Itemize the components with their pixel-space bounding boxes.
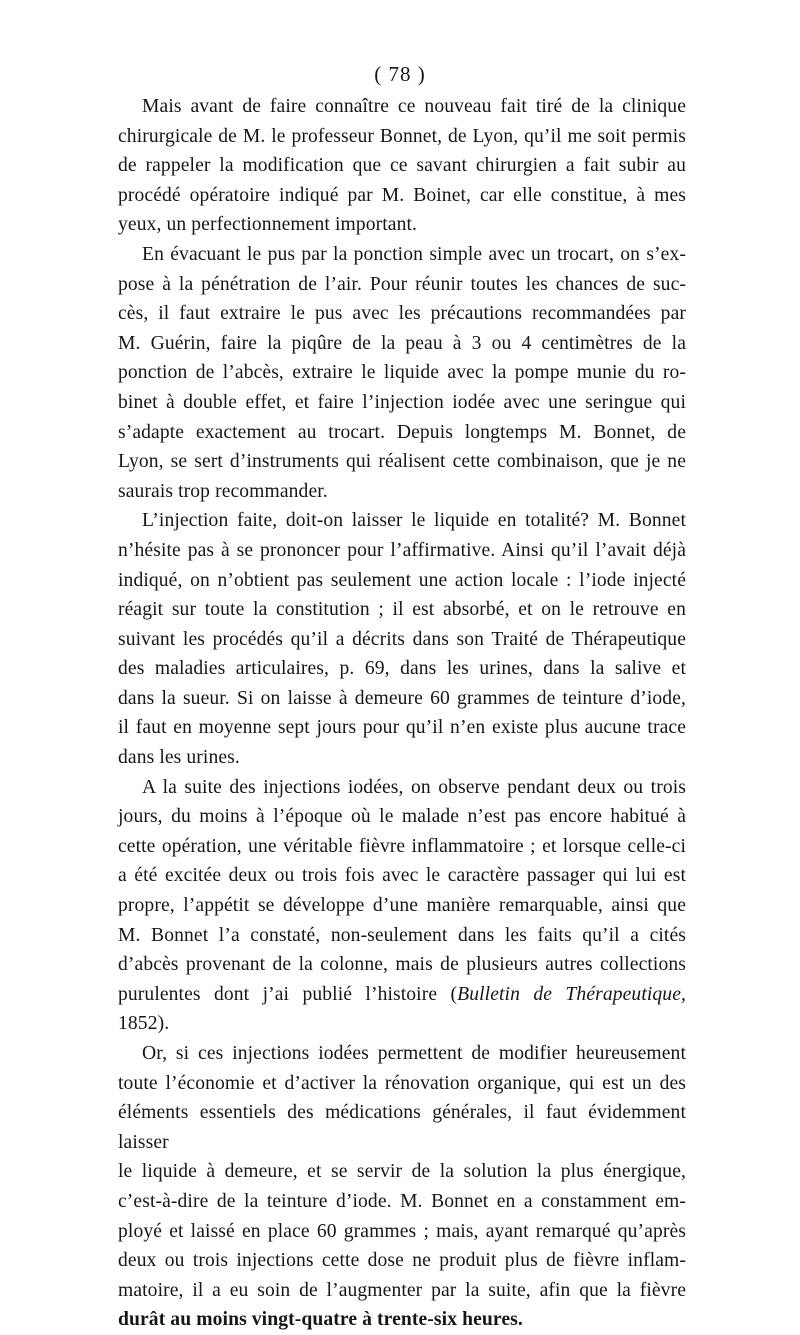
- page-number: ( 78 ): [374, 62, 426, 86]
- text-line: [118, 181, 686, 211]
- text-line: [118, 773, 686, 803]
- text-line: [118, 447, 686, 477]
- text-line-content: chirurgicale de M. le professeur Bonnet, de Lyon, qu’il me soit permis: [118, 125, 686, 147]
- paragraph-text: [118, 92, 686, 1335]
- text-line-content: propre, l’appétit se développe d’une manière remarquable, ainsi que: [118, 895, 686, 917]
- italic-citation: Bulletin de Thérapeutique,: [457, 983, 687, 1005]
- text-line: [118, 388, 686, 418]
- text-line: [118, 566, 686, 596]
- text-line-content: cès, il faut extraire le pus avec les précautions recommandées par: [118, 303, 686, 325]
- text-line: [118, 299, 686, 329]
- text-line-content: 1852).: [118, 1013, 170, 1035]
- text-line-content: L’injection faite, doit-on laisser le liquide en totalité? M. Bonnet: [142, 510, 686, 532]
- text-line-content: matoire, il a eu soin de l’augmenter par la suite, afin que la fièvre: [118, 1279, 686, 1301]
- text-line: [118, 1305, 686, 1335]
- text-line-content: pose à la pénétration de l’air. Pour réunir toutes les chances de suc-: [118, 273, 686, 295]
- text-line: [118, 743, 686, 773]
- text-line: [118, 1157, 686, 1187]
- text-line: [118, 1246, 686, 1276]
- text-line-content: le liquide à demeure, et se servir de la solution la plus énergique,: [118, 1161, 686, 1183]
- text-line-content: Mais avant de faire connaître ce nouveau fait tiré de la clinique: [142, 96, 686, 117]
- text-line: [118, 625, 686, 655]
- text-line: [118, 861, 686, 891]
- text-line: [118, 477, 686, 507]
- text-line-content: saurais trop recommander.: [118, 480, 328, 502]
- text-line-content: toute l’économie et d’activer la rénovation organique, qui est un des: [118, 1072, 686, 1094]
- text-line-content: d’abcès provenant de la colonne, mais de plusieurs autres collections: [118, 954, 686, 976]
- text-line: [118, 1069, 686, 1099]
- text-line-content: M. Bonnet l’a constaté, non-seulement dans les faits qu’il a cités: [118, 924, 686, 946]
- text-line-content: deux ou trois injections cette dose ne produit plus de fièvre inflam-: [118, 1250, 686, 1272]
- text-line: [118, 1217, 686, 1247]
- text-line-content: jours, du moins à l’époque où le malade n’est pas encore habitué à: [118, 806, 686, 828]
- text-line: [118, 1039, 686, 1069]
- text-line: [118, 832, 686, 862]
- text-line-content: réagit sur toute la constitution ; il est absorbé, et on le retrouve en: [118, 599, 686, 621]
- text-line-content: de rappeler la modification que ce savant chirurgien a fait subir au: [118, 155, 686, 177]
- text-line-content: c’est-à-dire de la teinture d’iode. M. Bonnet en a constamment em-: [118, 1190, 686, 1212]
- text-line: [118, 122, 686, 152]
- text-line-content: suivant les procédés qu’il a décrits dans son Traité de Thérapeutique: [118, 628, 686, 650]
- text-line-content: ponction de l’abcès, extraire le liquide avec la pompe munie du ro-: [118, 362, 686, 384]
- text-line: [118, 684, 686, 714]
- text-line: [118, 506, 686, 536]
- text-line: [118, 950, 686, 980]
- text-line: [118, 270, 686, 300]
- text-line-content: éléments essentiels des médications générales, il faut évidemment laisser: [118, 1102, 686, 1153]
- text-line-content: cette opération, une véritable fièvre inflammatoire ; et lorsque celle-ci: [118, 835, 686, 857]
- text-line-content: procédé opératoire indiqué par M. Boinet, car elle constitue, à mes: [118, 184, 686, 206]
- text-line: [118, 1098, 686, 1157]
- text-line-content: binet à double effet, et faire l’injection iodée avec une seringue qui: [118, 391, 686, 413]
- text-line-content: s’adapte exactement au trocart. Depuis longtemps M. Bonnet, de: [118, 421, 686, 443]
- text-line: [118, 891, 686, 921]
- text-line: [118, 418, 686, 448]
- text-line: [118, 151, 686, 181]
- text-line-content: A la suite des injections iodées, on observe pendant deux ou trois: [142, 776, 686, 798]
- text-line-content: Lyon, se sert d’instruments qui réalisent cette combinaison, que je ne: [118, 451, 686, 473]
- text-line: [118, 240, 686, 270]
- text-line-content: durât au moins vingt-quatre à trente-six heures.: [118, 1309, 523, 1331]
- text-line: [118, 595, 686, 625]
- text-line-content: n’hésite pas à se prononcer pour l’affirmative. Ainsi qu’il l’avait déjà: [118, 539, 686, 561]
- text-line-content: Or, si ces injections iodées permettent de modifier heureusement: [142, 1043, 686, 1064]
- text-line: [118, 358, 686, 388]
- text-line-content: indiqué, on n’obtient pas seulement une action locale : l’iode injecté: [118, 569, 686, 591]
- text-line: [118, 1009, 686, 1039]
- text-line-content: En évacuant le pus par la ponction simple avec un trocart, on s’ex-: [142, 243, 686, 265]
- text-line: [118, 654, 686, 684]
- body-text: [118, 92, 686, 1335]
- text-line-content: des maladies articulaires, p. 69, dans les urines, dans la salive et: [118, 658, 686, 680]
- text-line-content: yeux, un perfectionnement important.: [118, 214, 418, 236]
- text-line-content: purulentes dont j’ai publié l’histoire (: [118, 983, 458, 1005]
- text-line-content: ployé et laissé en place 60 grammes ; mais, ayant remarqué qu’après: [118, 1220, 686, 1242]
- text-line: [118, 92, 686, 122]
- text-line: [118, 1276, 686, 1306]
- text-line: [118, 980, 686, 1010]
- text-line-content: dans les urines.: [118, 747, 240, 769]
- text-line: [118, 802, 686, 832]
- text-line-content: il faut en moyenne sept jours pour qu’il n’en existe plus aucune trace: [118, 717, 686, 739]
- text-line: [118, 1187, 686, 1217]
- text-line: [118, 536, 686, 566]
- text-line: [118, 921, 686, 951]
- text-line: [118, 713, 686, 743]
- text-line: [118, 210, 686, 240]
- text-line: [118, 329, 686, 359]
- text-line-content: a été excitée deux ou trois fois avec le caractère passager qui lui est: [118, 865, 686, 887]
- text-line-content: M. Guérin, faire la piqûre de la peau à 3 ou 4 centimètres de la: [118, 332, 686, 354]
- text-line-content: dans la sueur. Si on laisse à demeure 60 grammes de teinture d’iode,: [118, 687, 686, 709]
